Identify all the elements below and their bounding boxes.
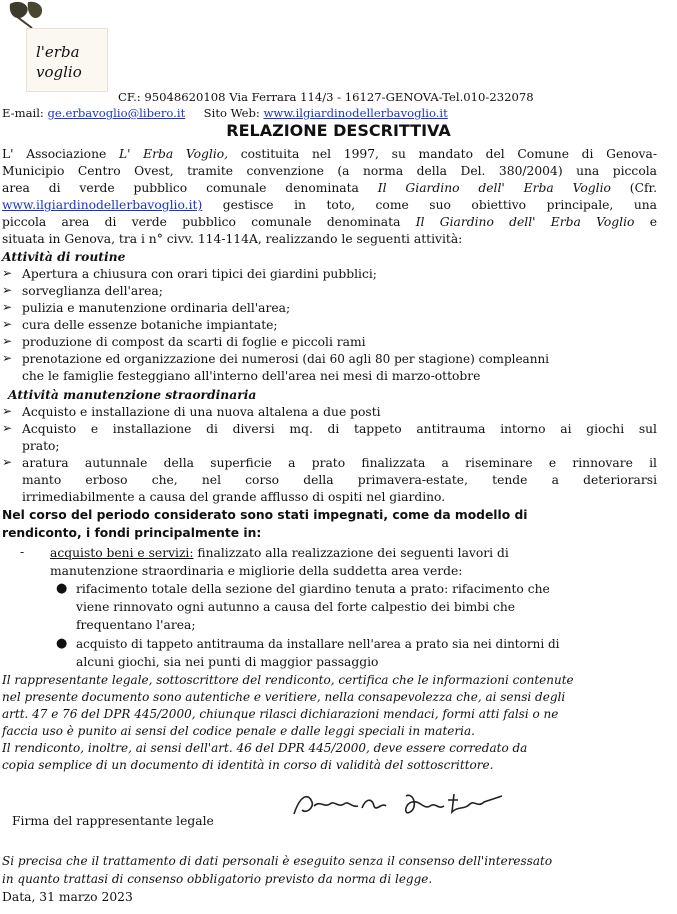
routine-item: sorveglianza dell'area;	[22, 284, 163, 298]
leaf-icon	[2, 0, 62, 30]
intro-line-2: Municipio Centro Ovest, tramite convenzione (a norma della Del. 380/2004) una piccola	[2, 164, 657, 178]
fondi-bullet-2: acquisto di tappeto antitrauma da installare nell'area a prato sia nei dintorni di	[76, 637, 560, 651]
privacy-line: in quanto trattasi di consenso obbligatorio previsto da norma di legge.	[2, 872, 433, 886]
intro-text: gestisce in toto, come suo obiettivo principale, una	[202, 198, 657, 212]
arrow-bullet-icon: ➢	[2, 317, 13, 331]
straordinaria-item: Acquisto e installazione di una nuova altalena a due posti	[22, 405, 381, 419]
acquisto-beni-label: acquisto beni e servizi:	[50, 546, 194, 560]
intro-line-6: situata in Genova, tra i n° civv. 114-114A, realizzando le seguenti attività:	[2, 232, 463, 246]
routine-item: cura delle essenze botaniche impiantate;	[22, 318, 278, 332]
arrow-bullet-icon: ➢	[2, 404, 13, 418]
arrow-bullet-icon: ➢	[2, 283, 13, 297]
arrow-bullet-icon: ➢	[2, 421, 13, 435]
signature-label: Firma del rappresentante legale	[12, 814, 214, 828]
intro-text: piccola area di verde pubblico comunale denominata	[2, 215, 416, 229]
privacy-line: Si precisa che il trattamento di dati personali è eseguito senza il consenso dell'interessato	[2, 854, 553, 868]
legal-line: artt. 47 e 76 del DPR 445/2000, chiunque rilasci dichiarazioni mendaci, formi atti falsi o ne	[2, 707, 559, 721]
arrow-bullet-icon: ➢	[2, 334, 13, 348]
logo-line1: l'erba	[36, 43, 80, 61]
routine-heading: Attività di routine	[2, 249, 126, 264]
arrow-bullet-icon: ➢	[2, 300, 13, 314]
fondi-bullet-1-cont: frequentano l'area;	[76, 618, 196, 632]
straordinaria-heading: Attività manutenzione straordinaria	[8, 387, 257, 402]
legal-line: Il rendiconto, inoltre, ai sensi dell'art. 46 del DPR 445/2000, deve essere corredato da	[2, 741, 528, 755]
site-label: Sito Web:	[203, 106, 260, 120]
association-logo	[0, 0, 112, 100]
bullet-dot: ●	[56, 636, 68, 651]
dash-bullet: -	[20, 545, 25, 559]
arrow-bullet-icon: ➢	[2, 351, 13, 365]
intro-text: costituita nel 1997, su mandato del Comune di Genova-	[228, 147, 657, 161]
email-link[interactable]: ge.erbavoglio@libero.it	[47, 106, 186, 120]
straordinaria-item: Acquisto e installazione di diversi mq. di tappeto antitrauma intorno ai giochi sul	[22, 422, 657, 436]
legal-line: nel presente documento sono autentiche e veritiere, nella consapevolezza che, ai sensi degli	[2, 690, 566, 704]
fondi-line-1: Nel corso del periodo considerato sono stati impegnati, come da modello di	[2, 508, 528, 522]
straordinaria-item-continued: irrimediabilmente a causa del grande afflusso di ospiti nel giardino.	[22, 490, 446, 504]
fondi-bullet-2-cont: alcuni giochi, sia nei punti di maggior passaggio	[76, 655, 379, 669]
routine-item: pulizia e manutenzione ordinaria dell'area;	[22, 301, 291, 315]
routine-item: Apertura a chiusura con orari tipici dei giardini pubblici;	[22, 267, 377, 281]
arrow-bullet-icon: ➢	[2, 266, 13, 280]
header-contacts	[2, 106, 448, 120]
legal-line: faccia uso è punito ai sensi del codice penale e dalle leggi speciali in materia.	[2, 724, 475, 738]
intro-text: (Cfr.	[610, 181, 657, 195]
routine-item: produzione di compost da scarti di foglie e piccoli rami	[22, 335, 366, 349]
legal-line: copia semplice di un documento di identità in corso di validità del sottoscrittore.	[2, 758, 494, 772]
fondi-dash-line	[50, 545, 657, 562]
routine-item-continued: che le famiglie festeggiano all'interno dell'area nei mesi di marzo-ottobre	[22, 369, 481, 383]
intro-line-4	[2, 197, 657, 214]
legal-line: Il rappresentante legale, sottoscrittore del rendiconto, certifica che le informazioni contenute	[2, 673, 574, 687]
email-label: E-mail:	[2, 106, 44, 120]
intro-text: L' Associazione	[2, 147, 119, 161]
intro-text: area di verde pubblico comunale denominata	[2, 181, 378, 195]
straordinaria-item-continued: manto erboso che, nel corso della primavera-estate, tende a deteriorarsi	[22, 473, 657, 487]
fondi-bullet-1: rifacimento totale della sezione del giardino tenuta a prato: rifacimento che	[76, 582, 550, 596]
document-date: Data, 31 marzo 2023	[2, 890, 133, 904]
fondi-text: finalizzato alla realizzazione dei seguenti lavori di	[193, 546, 509, 560]
intro-text: e	[634, 215, 657, 229]
bullet-dot: ●	[56, 581, 68, 596]
fondi-bullet-1-cont: viene rinnovato ogni autunno a causa del forte calpestio dei bimbi che	[76, 600, 516, 614]
document-title: RELAZIONE DESCRITTIVA	[226, 121, 451, 140]
fondi-line-2: rendiconto, i fondi principalmente in:	[2, 526, 262, 540]
garden-name: Il Giardino dell' Erba Voglio	[415, 215, 635, 229]
straordinaria-item-continued: prato;	[22, 439, 60, 453]
logo-line2: voglio	[36, 63, 82, 81]
routine-item: prenotazione ed organizzazione dei numerosi (dai 60 agli 80 per stagione) compleanni	[22, 352, 550, 366]
site-link[interactable]: www.ilgiardinodellerbavoglio.it	[263, 106, 448, 120]
header-address: CF.: 95048620108 Via Ferrara 114/3 - 16127-GENOVA-Tel.010-232078	[118, 90, 534, 104]
intro-line-3	[2, 180, 657, 197]
intro-line-5	[2, 214, 657, 231]
logo-text	[36, 42, 82, 82]
intro-line-1	[2, 146, 657, 163]
site-link-inline[interactable]: www.ilgiardinodellerbavoglio.it)	[2, 198, 203, 212]
fondi-dash-line-2: manutenzione straordinaria e migliorie della suddetta area verde:	[50, 564, 463, 578]
straordinaria-item: aratura autunnale della superficie a prato finalizzata a riseminare e rinnovare il	[22, 456, 657, 470]
arrow-bullet-icon: ➢	[2, 455, 13, 469]
association-name: L' Erba Voglio,	[118, 147, 229, 161]
garden-name: Il Giardino dell' Erba Voglio	[377, 181, 611, 195]
